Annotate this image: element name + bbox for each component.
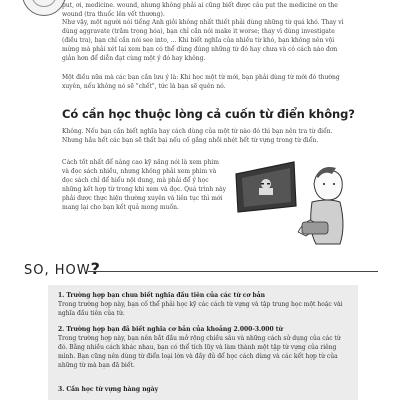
so-how-heading <box>24 259 101 278</box>
so-how-question-mark: ? <box>90 259 101 278</box>
tip-item <box>58 291 350 318</box>
paragraph-intro-tail: put, ơi, medicine. wound, nhưng không phải ai cũng biết được câu put the medicine on the wound (tra thuốc lên vết thương). <box>62 2 338 18</box>
tip-body: Trong trường hợp này, bạn nên bắt đầu mở rộng chiều sâu và những cách sử dụng của các từ đó. Bằng nhiều cách khác nhau, bạn có thể tích lũy và làm thành một tập từ vựng của riêng mình. Bạn cũng nên dùng từ điển loại lớn và đầy đủ để học cách dùng và các kết hợp từ của những từ mà bạn đã biết. <box>58 335 341 369</box>
tip-title: 2. Trường hợp bạn đã biết nghĩa cơ bản của khoảng 2.000-3.000 từ <box>58 326 283 333</box>
book-icon <box>302 222 328 234</box>
tip-title: 3. Cần học từ vựng hàng ngày <box>58 386 159 393</box>
so-how-rule <box>88 271 378 272</box>
tip-title: 1. Trường hợp bạn chưa biết nghĩa đầu tiên của các từ cơ bản <box>58 292 265 299</box>
paragraph-dictionary: Không. Nếu bạn cần biết nghĩa hay cách dùng của một từ nào đó thì bạn nên tra từ điển. Nhưng hầu hết các bạn sẽ thất bại nếu cố gắng nhồi nhét hết từ vựng trong từ điển. <box>62 128 333 144</box>
so-how-text: SO, HOW <box>24 263 91 278</box>
paragraph-movies-books: Cách tốt nhất để nâng cao kỹ năng nói là xem phim và đọc sách nhiều, nhưng không phải xem phim và đọc sách chỉ để hiểu nội dung, mà phải để ý học những kết hợp từ trong khi xem và đọc. Quá trình này phải được thực hiện thường xuyên và liên tục thì mới mang lại cho bạn kết quả mong muốn. <box>62 159 227 211</box>
section-title: Có cần học thuộc lòng cả cuốn từ điển không? <box>62 107 355 121</box>
tip-item <box>58 385 350 394</box>
person-watching-tv-illustration <box>232 160 352 246</box>
tip-item <box>58 325 350 370</box>
decorative-circle-illustration <box>22 0 66 16</box>
paragraph-simple-words: Như vậy, một người nói tiếng Anh giỏi không nhất thiết phải dùng những từ quá khó. Thay vì dùng aggravate (trầm trọng hóa), bạn chỉ cần nói make it worse; thay vì dùng investigate (điều tra), bạn chỉ cần nói see into, ... Khi biết nghĩa của nhiều từ khó, bạn không nên vội mừng mà phải xét lại xem bạn có thể dùng đúng những từ đó hay chưa và có cách nào đơn giản hơn để diễn đạt cùng một ý đó hay không. <box>62 19 344 62</box>
paragraph-use-new-words: Một điều nữa mà các bạn cần lưu ý là: Khi học một từ mới, bạn phải dùng từ mới đó thường xuyên, nếu không nó sẽ "chết", tức là bạn sẽ quên nó. <box>62 74 340 90</box>
tip-body: Trong trường hợp này, bạn cố thể phải học kỹ các cách từ vựng và tập trung học một hoặc vài nghĩa đầu tiên của từ. <box>58 301 343 317</box>
